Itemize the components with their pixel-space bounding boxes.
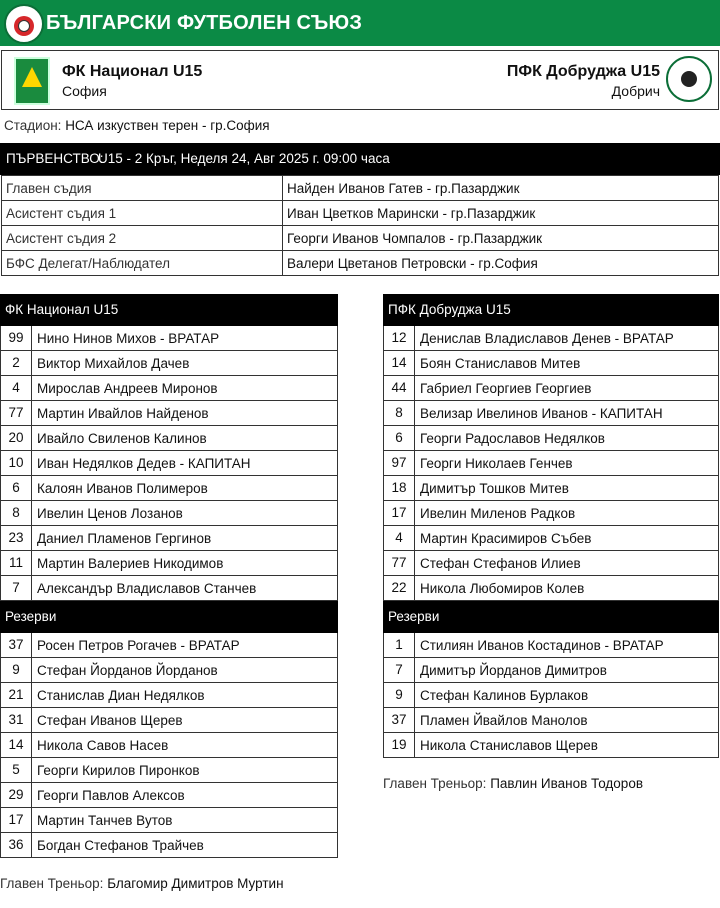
official-role: Асистент съдия 2 bbox=[2, 226, 283, 251]
player-number: 17 bbox=[384, 501, 415, 525]
header-title: БЪЛГАРСКИ ФУТБОЛЕН СЪЮЗ bbox=[46, 12, 363, 34]
player-name: Никола Станиславов Щерев bbox=[420, 737, 598, 753]
reserves-title: Резерви bbox=[383, 601, 719, 633]
player-number: 14 bbox=[1, 733, 32, 757]
national-crest-icon bbox=[14, 57, 50, 105]
player-row bbox=[383, 351, 719, 376]
player-row bbox=[383, 526, 719, 551]
player-number: 7 bbox=[1, 576, 32, 600]
player-row bbox=[0, 683, 338, 708]
player-row bbox=[0, 476, 338, 501]
player-number: 22 bbox=[384, 576, 415, 600]
player-name: Димитър Йорданов Димитров bbox=[420, 662, 607, 678]
player-row bbox=[383, 326, 719, 351]
player-row bbox=[383, 683, 719, 708]
stadium-label: Стадион: bbox=[4, 118, 62, 133]
home-lineup bbox=[0, 294, 338, 858]
official-row bbox=[2, 201, 719, 226]
lineup-title: ФК Национал U15 bbox=[0, 294, 338, 326]
player-name: Ивелин Ценов Лозанов bbox=[37, 505, 183, 521]
player-row bbox=[383, 733, 719, 758]
player-name: Нино Нинов Михов - ВРАТАР bbox=[37, 330, 220, 346]
player-number: 97 bbox=[384, 451, 415, 475]
official-name: Найден Иванов Гатев - гр.Пазарджик bbox=[283, 176, 719, 201]
player-number: 37 bbox=[1, 633, 32, 657]
player-number: 12 bbox=[384, 326, 415, 350]
player-name: Мартин Танчев Вутов bbox=[37, 812, 173, 828]
player-name: Калоян Иванов Полимеров bbox=[37, 480, 208, 496]
official-row bbox=[2, 251, 719, 276]
championship-value: U15 - 2 Кръг, Неделя 24, Авг 2025 г. 09:00 часа bbox=[98, 151, 390, 166]
player-row bbox=[0, 783, 338, 808]
player-name: Велизар Ивелинов Иванов - КАПИТАН bbox=[420, 405, 663, 421]
away-coach bbox=[383, 776, 643, 791]
championship-bar bbox=[0, 143, 720, 175]
player-name: Стефан Стефанов Илиев bbox=[420, 555, 581, 571]
official-row bbox=[2, 176, 719, 201]
player-row bbox=[383, 658, 719, 683]
player-number: 2 bbox=[1, 351, 32, 375]
player-row bbox=[0, 451, 338, 476]
player-row bbox=[0, 658, 338, 683]
player-name: Никола Любомиров Колев bbox=[420, 580, 585, 596]
dobrudzha-crest-icon bbox=[666, 56, 712, 102]
official-role: БФС Делегат/Наблюдател bbox=[2, 251, 283, 276]
official-name: Иван Цветков Марински - гр.Пазарджик bbox=[283, 201, 719, 226]
player-name: Георги Кирилов Пиронков bbox=[37, 762, 200, 778]
player-number: 21 bbox=[1, 683, 32, 707]
player-number: 19 bbox=[384, 733, 415, 757]
player-name: Александър Владиславов Станчев bbox=[37, 580, 257, 596]
player-name: Станислав Диан Недялков bbox=[37, 687, 205, 703]
player-row bbox=[0, 401, 338, 426]
official-name: Георги Иванов Чомпалов - гр.Пазарджик bbox=[283, 226, 719, 251]
player-name: Виктор Михайлов Дачев bbox=[37, 355, 190, 371]
home-coach bbox=[0, 876, 284, 891]
away-team-name: ПФК Добруджа U15 bbox=[506, 63, 660, 80]
player-number: 4 bbox=[1, 376, 32, 400]
player-name: Ивелин Миленов Радков bbox=[420, 505, 576, 521]
player-number: 99 bbox=[1, 326, 32, 350]
player-row bbox=[383, 376, 719, 401]
home-team-name: ФК Национал U15 bbox=[62, 63, 203, 80]
player-row bbox=[0, 376, 338, 401]
player-number: 14 bbox=[384, 351, 415, 375]
player-row bbox=[0, 708, 338, 733]
coach-name: Павлин Иванов Тодоров bbox=[490, 776, 643, 791]
player-number: 9 bbox=[384, 683, 415, 707]
player-number: 8 bbox=[1, 501, 32, 525]
player-number: 6 bbox=[1, 476, 32, 500]
player-name: Мартин Валериев Никодимов bbox=[37, 555, 224, 571]
player-number: 5 bbox=[1, 758, 32, 782]
player-row bbox=[383, 401, 719, 426]
player-row bbox=[383, 426, 719, 451]
player-number: 36 bbox=[1, 833, 32, 857]
player-number: 9 bbox=[1, 658, 32, 682]
player-name: Стилиян Иванов Костадинов - ВРАТАР bbox=[420, 637, 664, 653]
bfs-logo-icon bbox=[4, 4, 44, 44]
stadium-info bbox=[4, 118, 270, 133]
official-name: Валери Цветанов Петровски - гр.София bbox=[283, 251, 719, 276]
player-number: 23 bbox=[1, 526, 32, 550]
player-row bbox=[0, 633, 338, 658]
player-row bbox=[383, 708, 719, 733]
player-row bbox=[0, 351, 338, 376]
player-name: Димитър Тошков Митев bbox=[420, 480, 569, 496]
player-row bbox=[0, 758, 338, 783]
player-row bbox=[0, 808, 338, 833]
player-row bbox=[383, 633, 719, 658]
player-name: Даниел Пламенов Гергинов bbox=[37, 530, 212, 546]
player-name: Стефан Йорданов Йорданов bbox=[37, 662, 218, 678]
player-row bbox=[383, 476, 719, 501]
player-row bbox=[0, 426, 338, 451]
away-team-city: Добрич bbox=[611, 83, 660, 99]
player-number: 11 bbox=[1, 551, 32, 575]
player-number: 7 bbox=[384, 658, 415, 682]
player-name: Георги Павлов Алексов bbox=[37, 787, 185, 803]
official-role: Асистент съдия 1 bbox=[2, 201, 283, 226]
home-team-city: София bbox=[62, 83, 107, 99]
player-number: 4 bbox=[384, 526, 415, 550]
player-number: 37 bbox=[384, 708, 415, 732]
player-row bbox=[383, 501, 719, 526]
player-number: 8 bbox=[384, 401, 415, 425]
player-number: 10 bbox=[1, 451, 32, 475]
player-name: Боян Станиславов Митев bbox=[420, 355, 581, 371]
player-name: Мартин Ивайлов Найденов bbox=[37, 405, 209, 421]
away-lineup bbox=[383, 294, 719, 758]
player-number: 20 bbox=[1, 426, 32, 450]
player-name: Росен Петров Рогачев - ВРАТАР bbox=[37, 637, 240, 653]
player-row bbox=[0, 526, 338, 551]
reserves-title: Резерви bbox=[0, 601, 338, 633]
player-name: Иван Недялков Дедев - КАПИТАН bbox=[37, 455, 251, 471]
player-row bbox=[0, 326, 338, 351]
player-name: Пламен Йвайлов Манолов bbox=[420, 712, 588, 728]
coach-label: Главен Треньор: bbox=[383, 776, 487, 791]
teams-header bbox=[1, 50, 719, 110]
player-number: 6 bbox=[384, 426, 415, 450]
player-name: Георги Николаев Генчев bbox=[420, 455, 573, 471]
lineup-title: ПФК Добруджа U15 bbox=[383, 294, 719, 326]
player-row bbox=[0, 551, 338, 576]
coach-name: Благомир Димитров Муртин bbox=[107, 876, 284, 891]
player-name: Никола Савов Насев bbox=[37, 737, 169, 753]
player-number: 77 bbox=[1, 401, 32, 425]
official-role: Главен съдия bbox=[2, 176, 283, 201]
player-number: 44 bbox=[384, 376, 415, 400]
player-number: 17 bbox=[1, 808, 32, 832]
player-name: Мартин Красимиров Събев bbox=[420, 530, 592, 546]
player-row bbox=[383, 551, 719, 576]
player-number: 31 bbox=[1, 708, 32, 732]
player-row bbox=[0, 733, 338, 758]
player-number: 18 bbox=[384, 476, 415, 500]
officials-table bbox=[1, 175, 719, 276]
header-bar bbox=[0, 0, 720, 46]
coach-label: Главен Треньор: bbox=[0, 876, 104, 891]
player-name: Габриел Георгиев Георгиев bbox=[420, 380, 592, 396]
player-name: Стефан Калинов Бурлаков bbox=[420, 687, 589, 703]
player-row bbox=[383, 451, 719, 476]
player-row bbox=[0, 833, 338, 858]
player-name: Стефан Иванов Щерев bbox=[37, 712, 183, 728]
stadium-value: НСА изкуствен терен - гр.София bbox=[65, 118, 270, 133]
player-row bbox=[0, 576, 338, 601]
player-number: 29 bbox=[1, 783, 32, 807]
player-name: Богдан Стефанов Трайчев bbox=[37, 837, 204, 853]
player-row bbox=[0, 501, 338, 526]
player-number: 77 bbox=[384, 551, 415, 575]
official-row bbox=[2, 226, 719, 251]
player-name: Мирослав Андреев Миронов bbox=[37, 380, 218, 396]
player-name: Ивайло Свиленов Калинов bbox=[37, 430, 207, 446]
championship-label: ПЪРВЕНСТВО: bbox=[6, 151, 104, 166]
player-number: 1 bbox=[384, 633, 415, 657]
player-name: Георги Радославов Недялков bbox=[420, 430, 605, 446]
player-name: Денислав Владиславов Денев - ВРАТАР bbox=[420, 330, 674, 346]
player-row bbox=[383, 576, 719, 601]
